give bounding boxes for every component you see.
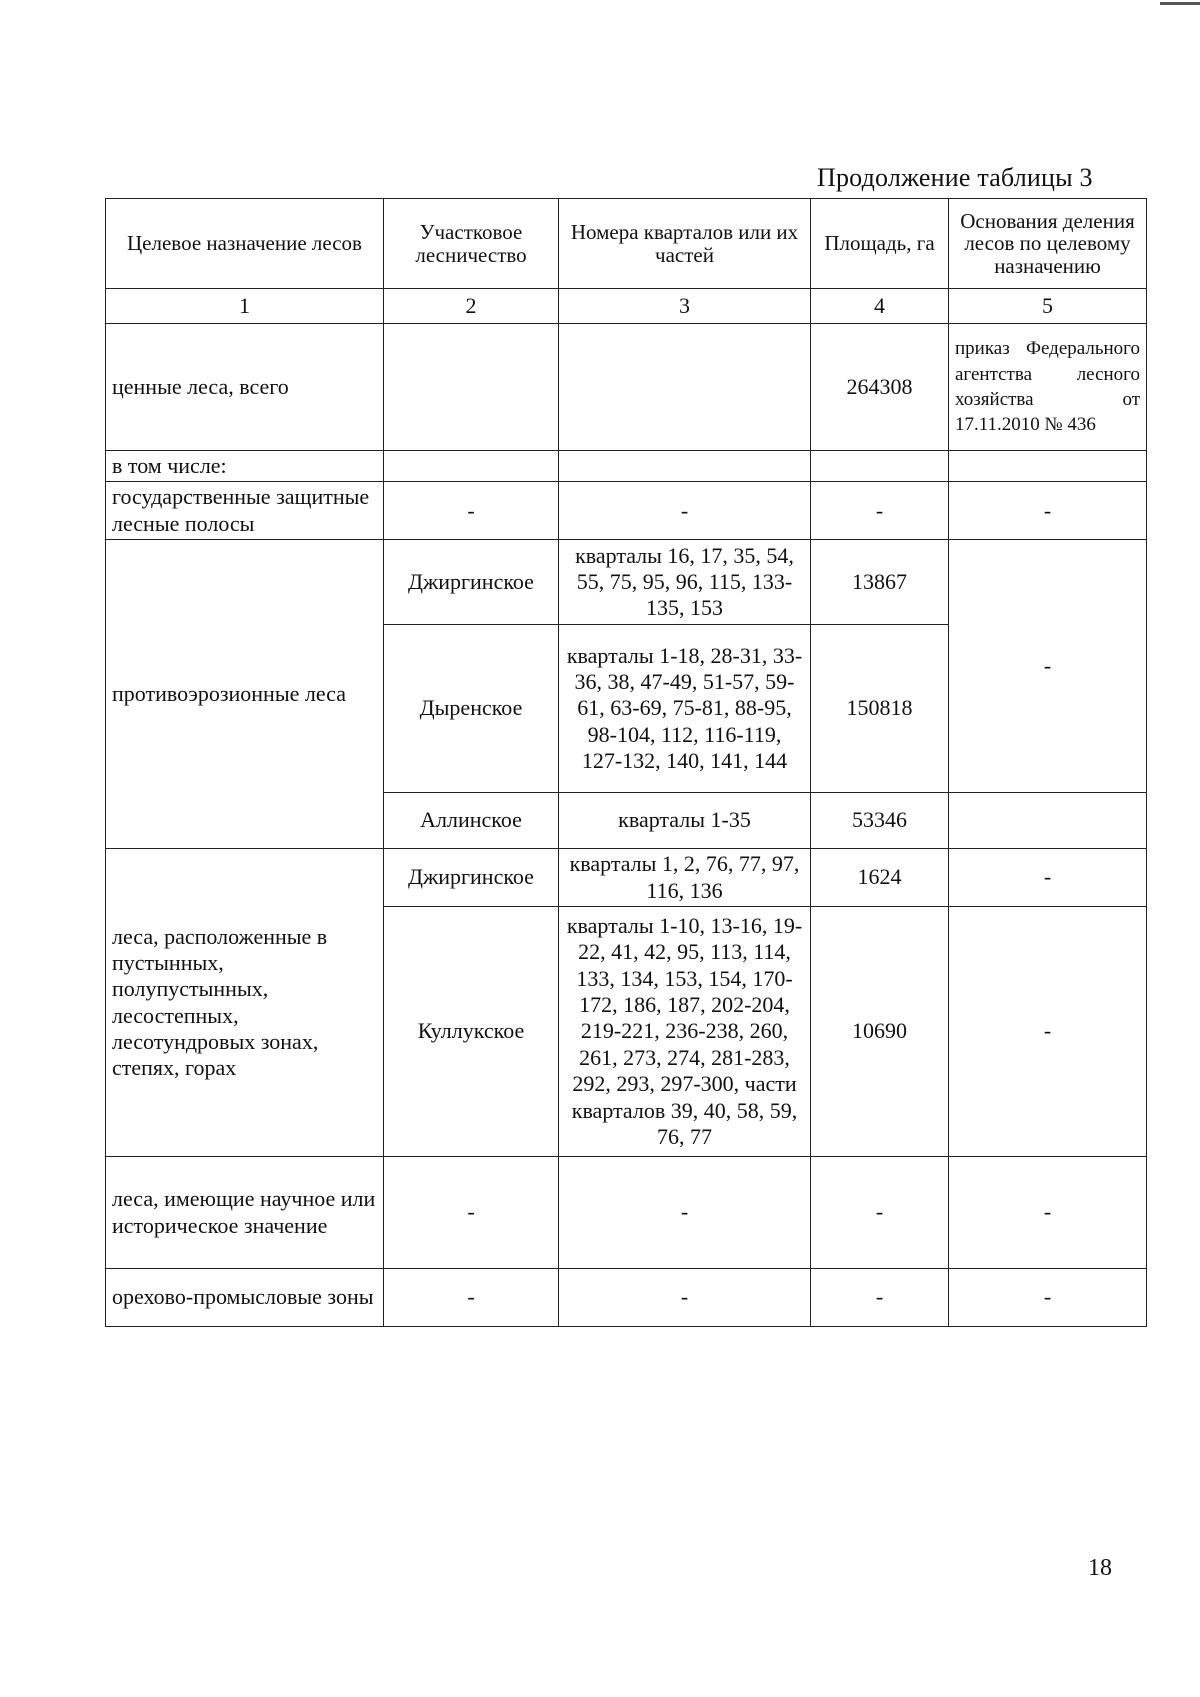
purpose-cell: ценные леса, всего [106,324,384,451]
header-basis: Основания деления лесов по целевому назначению [949,199,1147,289]
area-cell: - [811,1157,949,1269]
header-forestry: Участковое лесничество [384,199,559,289]
area-cell: 13867 [811,540,949,625]
table-row [106,1157,1147,1269]
table-row [106,540,1147,625]
column-number-row [106,289,1147,324]
basis-cell: - [949,907,1147,1157]
quarters-cell [559,324,811,451]
page-number: 18 [1088,1555,1112,1581]
quarters-cell: - [559,1157,811,1269]
header-area: Площадь, га [811,199,949,289]
forestry-cell: - [384,482,559,540]
quarters-cell: кварталы 1-10, 13-16, 19-22, 41, 42, 95, 113, 114, 133, 134, 153, 154, 170-172, 186, 187, 202-204, 219-221, 236-238, 260, 261, 273, 274, 281-283, 292, 293, 297-300, части кварталов 39, 40, 58, 59, 76, 77 [559,907,811,1157]
quarters-cell: - [559,1269,811,1327]
forestry-cell: Куллукское [384,907,559,1157]
basis-cell: - [949,540,1147,793]
purpose-cell: леса, расположенные в пустынных, полупустынных, лесостепных, лесотундровых зонах, степях, горах [106,849,384,1157]
forestry-cell: - [384,1157,559,1269]
forestry-cell: Джиргинское [384,540,559,625]
scan-edge-mark [1160,2,1200,5]
area-cell: - [811,482,949,540]
forestry-cell: - [384,1269,559,1327]
column-number: 1 [106,289,384,324]
including-label: в том числе: [106,451,384,482]
quarters-cell: кварталы 1, 2, 76, 77, 97, 116, 136 [559,849,811,907]
header-purpose: Целевое назначение лесов [106,199,384,289]
quarters-cell: - [559,482,811,540]
basis-cell: - [949,1157,1147,1269]
column-number: 2 [384,289,559,324]
purpose-cell: противоэрозионные леса [106,540,384,849]
basis-cell: - [949,1269,1147,1327]
table-row [106,324,1147,451]
table-row [106,849,1147,907]
forest-purpose-table [105,198,1147,1327]
forestry-cell: Дыренское [384,625,559,793]
quarters-cell: кварталы 1-35 [559,793,811,849]
area-cell: 10690 [811,907,949,1157]
basis-cell [949,451,1147,482]
table-caption: Продолжение таблицы 3 [817,163,1093,192]
purpose-cell: леса, имеющие научное или историческое значение [106,1157,384,1269]
quarters-cell: кварталы 16, 17, 35, 54, 55, 75, 95, 96, 115, 133-135, 153 [559,540,811,625]
area-cell: 53346 [811,793,949,849]
purpose-cell: орехово-промысловые зоны [106,1269,384,1327]
area-cell: 1624 [811,849,949,907]
area-cell: 150818 [811,625,949,793]
forestry-cell [384,451,559,482]
column-number: 4 [811,289,949,324]
quarters-cell [559,451,811,482]
forestry-cell [384,324,559,451]
basis-cell [949,324,1147,451]
header-quarters: Номера кварталов или их частей [559,199,811,289]
header-row [106,199,1147,289]
area-cell [811,451,949,482]
area-cell: 264308 [811,324,949,451]
basis-cell: - [949,482,1147,540]
quarters-cell: кварталы 1-18, 28-31, 33-36, 38, 47-49, 51-57, 59-61, 63-69, 75-81, 88-95, 98-104, 112, 116-119, 127-132, 140, 141, 144 [559,625,811,793]
basis-cell: - [949,849,1147,907]
forestry-cell: Джиргинское [384,849,559,907]
basis-text: приказ Федерального агентства лесного хозяйства от 17.11.2010 № 436 [955,338,1140,436]
table-row [106,482,1147,540]
basis-cell [949,793,1147,849]
area-cell: - [811,1269,949,1327]
table-row [106,451,1147,482]
purpose-cell: государственные защитные лесные полосы [106,482,384,540]
column-number: 5 [949,289,1147,324]
forestry-cell: Аллинское [384,793,559,849]
column-number: 3 [559,289,811,324]
table-row [106,1269,1147,1327]
